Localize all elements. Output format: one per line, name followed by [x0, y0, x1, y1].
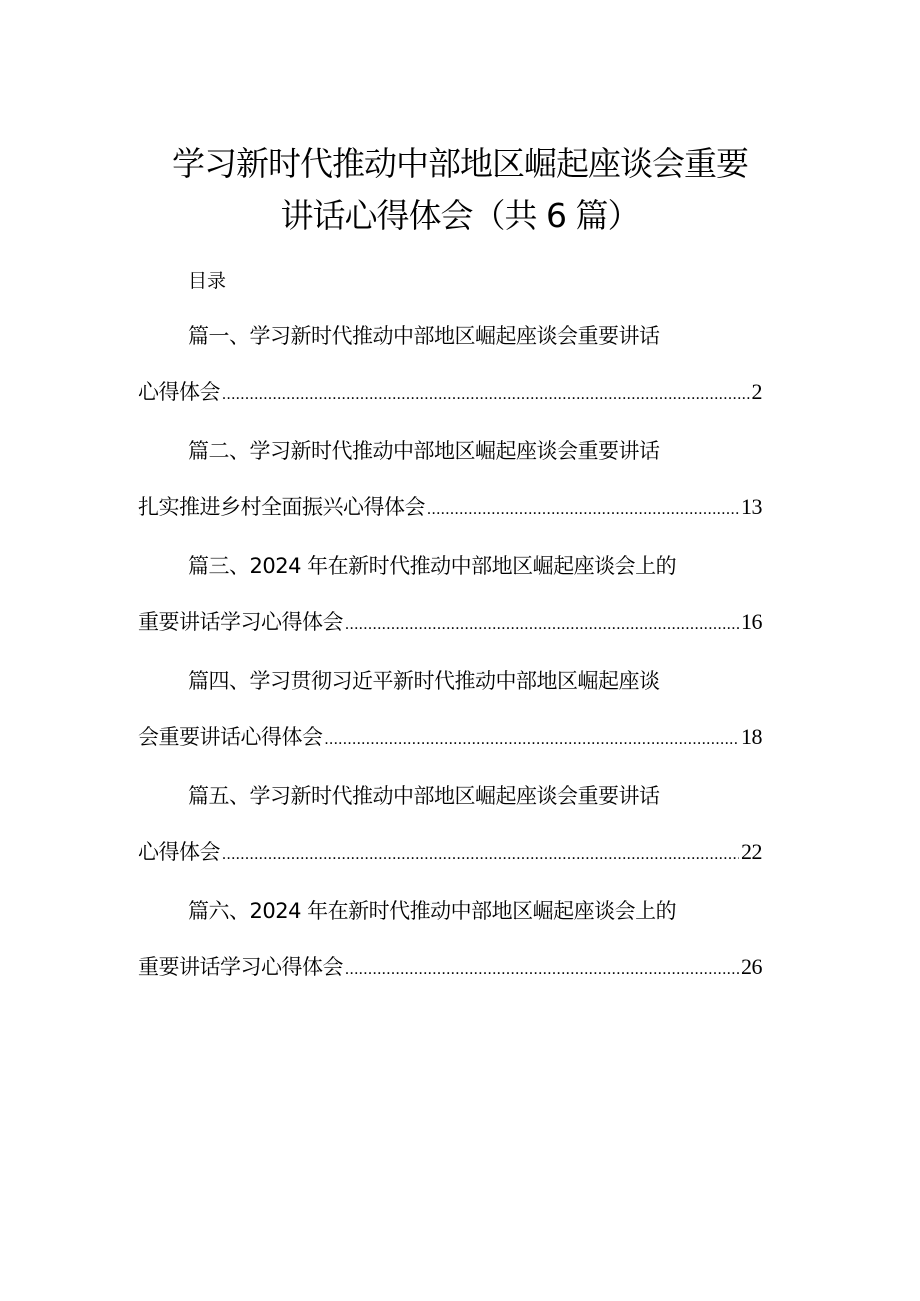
- title-line-1: 学习新时代推动中部地区崛起座谈会重要: [172, 144, 748, 183]
- toc-dot-leader: [345, 609, 739, 641]
- toc-entry-title: 篇四、学习贯彻习近平新时代推动中部地区崛起座谈: [188, 669, 660, 693]
- toc-entry-4[interactable]: [138, 659, 772, 774]
- toc-page-number: 18: [741, 724, 762, 749]
- toc-entry-subtitle: 心得体会: [138, 840, 220, 864]
- toc-entry-title: 篇三、2024 年在新时代推动中部地区崛起座谈会上的: [188, 554, 677, 578]
- toc-dot-leader: [345, 954, 739, 986]
- toc-entry-title: 篇一、学习新时代推动中部地区崛起座谈会重要讲话: [188, 324, 660, 348]
- title-line-2: 讲话心得体会（共 6 篇）: [280, 196, 640, 235]
- toc-entry-title: 篇五、学习新时代推动中部地区崛起座谈会重要讲话: [188, 784, 660, 808]
- toc-entry-3[interactable]: [138, 544, 772, 659]
- toc-page-number: 13: [741, 494, 762, 519]
- toc-entry-subtitle: 会重要讲话心得体会: [138, 725, 323, 749]
- document-title: [0, 138, 920, 242]
- toc-entry-subtitle: 扎实推进乡村全面振兴心得体会: [138, 495, 425, 519]
- toc-page-number: 2: [751, 379, 762, 404]
- toc-dot-leader: [325, 724, 740, 756]
- toc-page-number: 16: [741, 609, 762, 634]
- toc-dot-leader: [427, 494, 739, 526]
- toc-page-number: 22: [741, 839, 762, 864]
- toc-entry-6[interactable]: [138, 889, 772, 1004]
- toc-entry-title: 篇六、2024 年在新时代推动中部地区崛起座谈会上的: [188, 899, 677, 923]
- toc-dot-leader: [222, 379, 750, 411]
- toc-entry-5[interactable]: [138, 774, 772, 889]
- toc-entry-subtitle: 心得体会: [138, 380, 220, 404]
- toc-entry-title: 篇二、学习新时代推动中部地区崛起座谈会重要讲话: [188, 439, 660, 463]
- toc-heading: 目录: [188, 270, 227, 292]
- toc-entry-1[interactable]: [138, 314, 772, 429]
- table-of-contents: [138, 314, 772, 1004]
- toc-page-number: 26: [741, 954, 762, 979]
- toc-entry-subtitle: 重要讲话学习心得体会: [138, 955, 343, 979]
- toc-entry-2[interactable]: [138, 429, 772, 544]
- toc-dot-leader: [222, 839, 739, 871]
- toc-entry-subtitle: 重要讲话学习心得体会: [138, 610, 343, 634]
